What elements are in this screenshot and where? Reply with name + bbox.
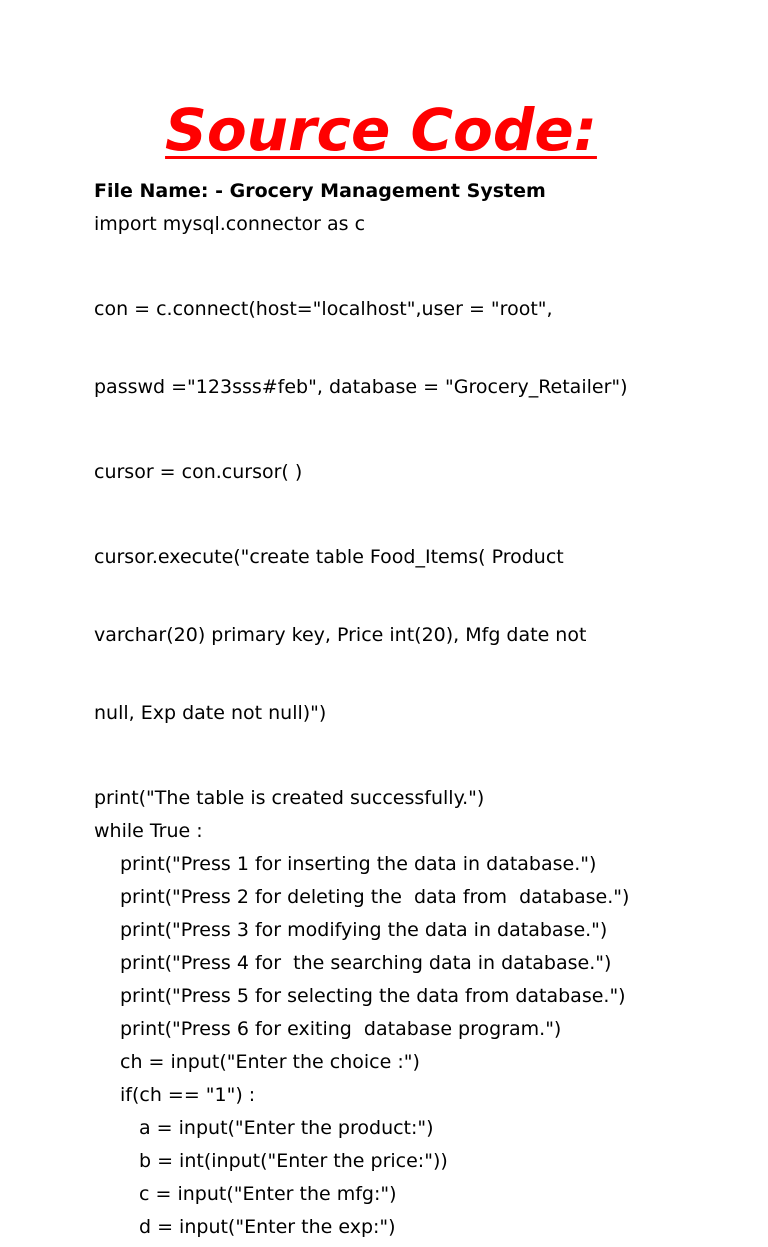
code-line: print("Press 5 for selecting the data from database.")	[120, 985, 626, 1007]
code-line: print("Press 3 for modifying the data in database.")	[120, 919, 608, 941]
code-line: if(ch == "1") :	[120, 1084, 256, 1106]
code-line-part: cursor.execute("create table Food_Items( Product	[94, 546, 564, 568]
file-name-heading: File Name: - Grocery Management System	[94, 180, 546, 202]
code-line: print("Press 1 for inserting the data in database.")	[120, 853, 597, 875]
code-line	[94, 492, 734, 778]
code-line: print("Press 4 for the searching data in database.")	[120, 952, 612, 974]
code-line: a = input("Enter the product:")	[139, 1117, 434, 1139]
code-line: cursor = con.cursor( )	[94, 461, 303, 483]
code-line: b = int(input("Enter the price:"))	[139, 1150, 448, 1172]
code-line: import mysql.connector as c	[94, 213, 366, 235]
code-line: print("Press 6 for exiting database program.")	[120, 1018, 562, 1040]
code-line-part: con = c.connect(host="localhost",user = "root",	[94, 298, 553, 320]
code-line: ch = input("Enter the choice :")	[120, 1051, 420, 1073]
code-line-continuation: null, Exp date not null)")	[94, 702, 327, 724]
code-line: c = input("Enter the mfg:")	[139, 1183, 397, 1205]
code-line: print("The table is created successfully.")	[94, 787, 485, 809]
code-line-continuation: varchar(20) primary key, Price int(20), Mfg date not	[94, 624, 587, 646]
code-line-continuation: passwd ="123sss#feb", database = "Grocery_Retailer")	[94, 376, 628, 398]
code-line: d = input("Enter the exp:")	[139, 1216, 396, 1238]
document-title: Source Code:	[165, 96, 597, 164]
code-line	[94, 244, 734, 452]
code-block	[94, 211, 734, 1247]
code-line: print("Press 2 for deleting the data from database.")	[120, 886, 630, 908]
code-line: while True :	[94, 820, 203, 842]
